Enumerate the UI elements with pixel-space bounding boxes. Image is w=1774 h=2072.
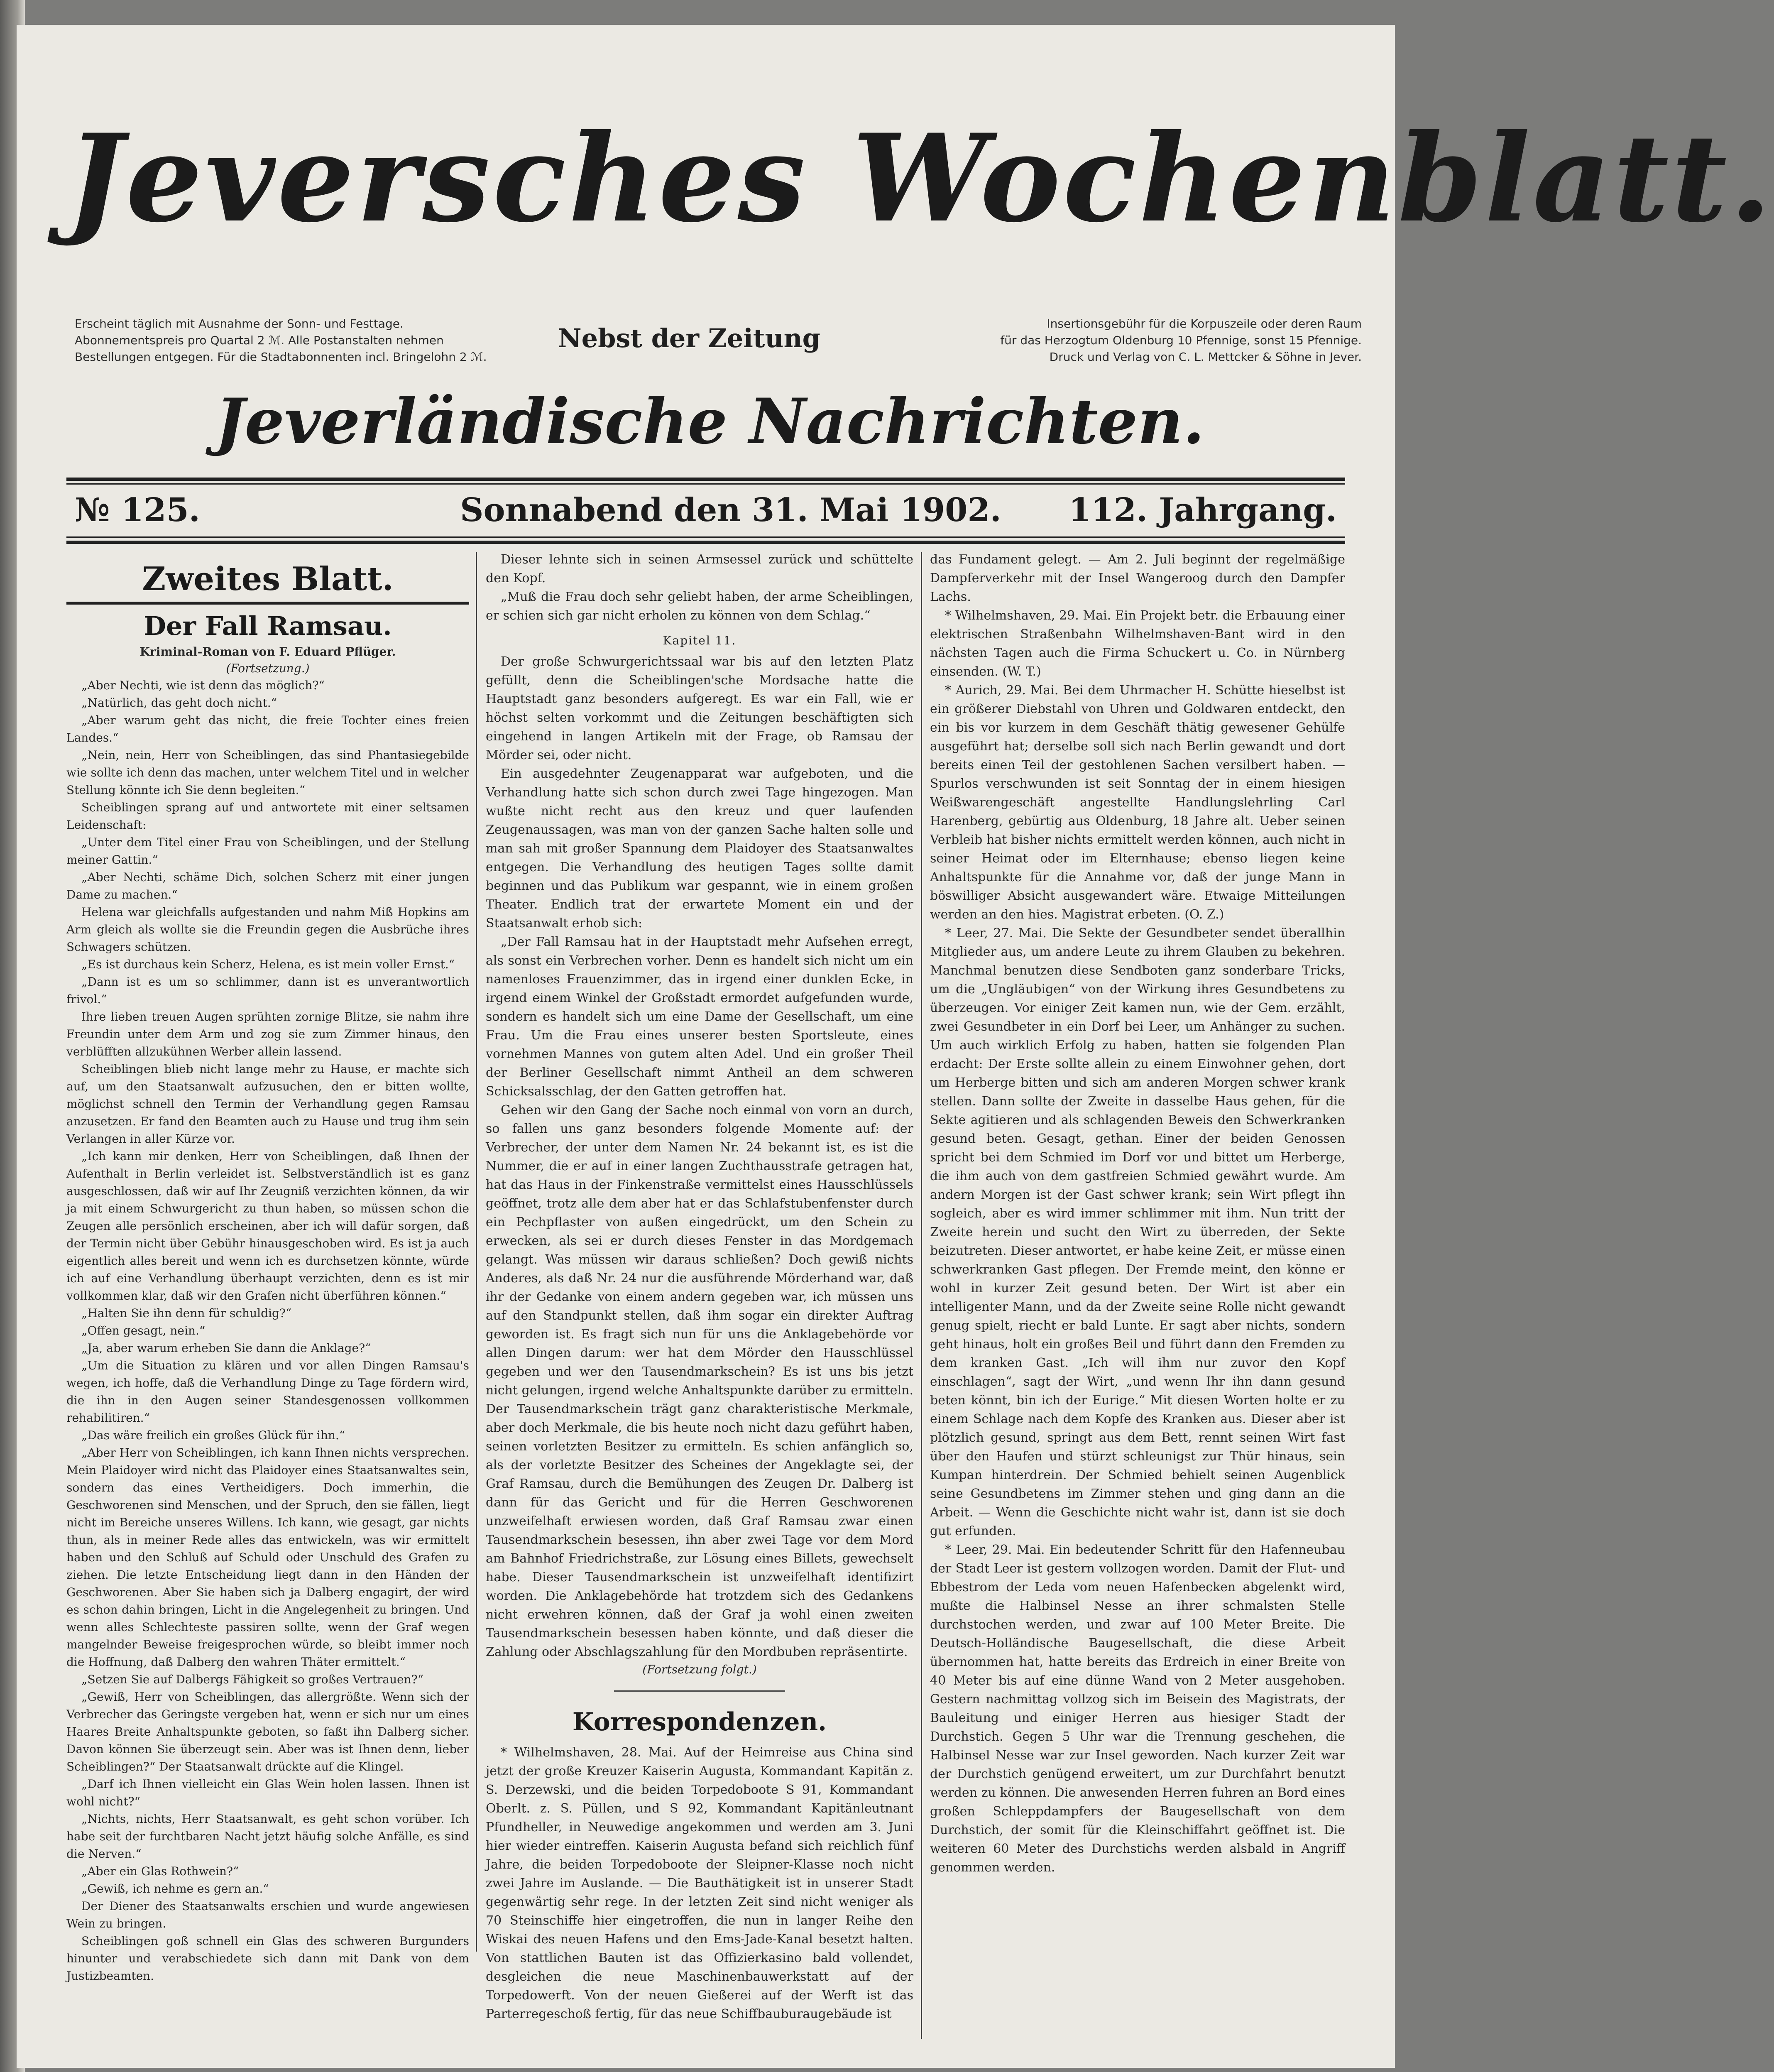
paragraph: „Setzen Sie auf Dalbergs Fähigkeit so großes Vertrauen?“ [81, 1673, 424, 1686]
paragraph: „Nein, nein, Herr von Scheiblingen, das sind Phantasiegebilde wie sollte ich denn das machen, unter welchem Titel und in welcher Stellung könnte ich Sie denn begleiten.“ [66, 748, 469, 797]
correspondence-heading: Korrespondenzen. [572, 1707, 827, 1736]
subscription-info [75, 316, 507, 365]
paragraph: „Nichts, nichts, Herr Staatsanwalt, es geht schon vorüber. Ich habe seit der furchtbaren Nacht jetzt häufig solche Anfälle, es sind die Nerven.“ [66, 1812, 469, 1861]
subscription-info-line: Erscheint täglich mit Ausnahme der Sonn- und Festtage. [75, 317, 404, 331]
column-divider [476, 552, 477, 1952]
paragraph: Ihre lieben treuen Augen sprühten zornige Blitze, sie nahm ihre Freundin unter dem Arm und zog sie zum Zimmer hinaus, den verblüfften allzukühnen Werber allein lassend. [66, 1010, 469, 1058]
paragraph: „Gewiß, Herr von Scheiblingen, das allergrößte. Wenn sich der Verbrecher das Geringste vergeben hat, wenn er sich nur um eines Haares Breite Anhaltspunkte geboten, so faßt ihn Dalberg sicher. Davon können Sie überzeugt sein. Aber was ist Ihnen denn, lieber Scheiblingen?“ Der Staatsanwalt drückte auf die Klingel. [66, 1690, 469, 1773]
section-rule [66, 602, 469, 605]
column-3 [930, 550, 1345, 1877]
paragraph: „Muß die Frau doch sehr geliebt haben, der arme Scheiblingen, er schien sich gar nicht erholen zu können von dem Schlag.“ [486, 590, 913, 623]
paragraph: „Offen gesagt, nein.“ [81, 1324, 206, 1337]
section-rule [614, 1690, 785, 1692]
paragraph: „Natürlich, das geht doch nicht.“ [81, 696, 277, 710]
column-2 [486, 550, 913, 2023]
advertising-info-line: für das Herzogtum Oldenburg 10 Pfennige, sonst 15 Pfennige. [1000, 333, 1362, 347]
paragraph: Scheiblingen goß schnell ein Glas des schweren Burgunders hinunter und verabschiedete sich dann mit Dank von dem Justizbeamten. [66, 1934, 469, 1983]
masthead-subtitle: Jeverländische Nachrichten. [215, 385, 1205, 458]
paragraph: Scheiblingen blieb nicht lange mehr zu Hause, er machte sich auf, um den Staatsanwalt aufzusuchen, den er bitten wollte, möglichst schnell den Termin der Verhandlung gegen Ramsau anzusetzen. Er fand den Beamten auch zu Hause und trug ihm sein Verlangen in aller Kürze vor. [66, 1062, 469, 1146]
paragraph: Der Diener des Staatsanwalts erschien und wurde angewiesen Wein zu bringen. [66, 1899, 469, 1930]
paragraph: „Aber Nechti, schäme Dich, solchen Scherz mit einer jungen Dame zu machen.“ [66, 870, 469, 901]
issue-date: Sonnabend den 31. Mai 1902. [460, 491, 1001, 529]
paragraph: Scheiblingen sprang auf und antwortete mit einer seltsamen Leidenschaft: [66, 801, 469, 832]
story-body-continued [486, 550, 913, 625]
paragraph: Helena war gleichfalls aufgestanden und nahm Miß Hopkins am Arm gleich als wollte sie die Freundin gegen die Ausbrüche ihres Schwagers schützen. [66, 905, 469, 954]
section-heading: Zweites Blatt. [142, 560, 394, 598]
paragraph: „Darf ich Ihnen vielleicht ein Glas Wein holen lassen. Ihnen ist wohl nicht?“ [66, 1777, 469, 1808]
newspaper-page [17, 25, 1774, 2068]
story-title: Der Fall Ramsau. [144, 611, 392, 641]
paragraph: „Es ist durchaus kein Scherz, Helena, es ist mein voller Ernst.“ [81, 958, 455, 971]
paragraph: „Unter dem Titel einer Frau von Scheiblingen, und der Stellung meiner Gattin.“ [66, 835, 469, 867]
masthead-title: Jeversches Wochenblatt. [66, 108, 1774, 249]
paragraph: „Gewiß, ich nehme es gern an.“ [81, 1882, 269, 1896]
dateline-rule [66, 541, 1345, 544]
paragraph: * Aurich, 29. Mai. Bei dem Uhrmacher H. Schütte hieselbst ist ein größerer Diebstahl von Uhren und Goldwaren entdeckt, den ein bis vor kurzem in dem Geschäft thätig gewesener Gehülfe ausgeführt hat; derselbe soll sich nach Berlin gewandt und dort bereits einen Teil der gestohlenen Sachen versilbert haben. — Spurlos verschwunden ist seit Sonntag der in einem hiesigen Weißwarengeschäft angestellte Handlungslehrling Carl Harenberg, gebürtig aus Oldenburg, 18 Jahre alt. Ueber seinen Verbleib hat bisher nichts ermittelt werden können, auch nicht in seiner Heimat oder im Elternhause; ebenso liegen keine Anhaltspunkte für die Annahme vor, daß der junge Mann in böswilliger Absicht ausgewandert wäre. Etwaige Mitteilungen werden an den hies. Magistrat erbeten. (O. Z.) [930, 683, 1345, 922]
paragraph: „Aber warum geht das nicht, die freie Tochter eines freien Landes.“ [66, 713, 469, 745]
paragraph: „Halten Sie ihn denn für schuldig?“ [81, 1306, 292, 1320]
dateline-rule [66, 536, 1345, 538]
paragraph: „Das wäre freilich ein großes Glück für ihn.“ [81, 1428, 345, 1442]
paragraph: * Wilhelmshaven, 28. Mai. Auf der Heimreise aus China sind jetzt der große Kreuzer Kaiserin Augusta, Kommandant Kapitän z. S. Derzewski, und die beiden Torpedoboote S 91, Kommandant Oberlt. z. S. Püllen, und S 92, Kommandant Kapitänleutnant Pfundheller, in Neuwedige angekommen und werden am 3. Juni hier wieder eintreffen. Kaiserin Augusta befand sich reichlich fünf Jahre, die beiden Torpedoboote der Sleipner-Klasse noch nicht zwei Jahre im Auslande. — Die Bauthätigkeit ist in unserer Stadt gegenwärtig sehr rege. In der letzten Zeit sind nicht weniger als 70 Steinschiffe hier eingetroffen, die nun in langer Reihe den Wiskai des neuen Hafens und den Ems-Jade-Kanal besetzt halten. Von stattlichen Bauten ist das Offizierkasino bald vollendet, desgleichen die neue Maschinenbauwerkstatt auf der Torpedowerft. Von der neuen Gießerei auf der Werft ist das Parterregeschoß fertig, für das neue Schiffbauburaugebäude ist [486, 1745, 913, 2021]
masthead-rule [66, 478, 1345, 481]
paragraph: Ein ausgedehnter Zeugenapparat war aufgeboten, und die Verhandlung hatte sich schon durch zwei Tage hingezogen. Man wußte nicht recht aus den kreuz und quer laufenden Zeugenaussagen, was man von der ganzen Sache halten solle und man sah mit großer Spannung dem Plaidoyer des Staatsanwaltes entgegen. Die Verhandlung des heutigen Tages sollte damit beginnen und das Publikum war gespannt, wie in einem großen Theater. Endlich trat der erwartete Moment ein und der Staatsanwalt erhob sich: [486, 767, 913, 931]
chapter-heading: Kapitel 11. [663, 634, 737, 647]
column-1 [66, 558, 469, 1985]
paragraph: „Dann ist es um so schlimmer, dann ist es unverantwortlich frivol.“ [66, 975, 469, 1006]
volume-year: 112. Jahrgang. [1069, 491, 1337, 529]
paragraph: „Ich kann mir denken, Herr von Scheiblingen, daß Ihnen der Aufenthalt in Berlin verleidet ist. Selbstverständlich ist es ganz ausgeschlossen, daß wir auf Ihr Zeugniß verzichten können, da wir ja mit einem Schwurgericht zu thun haben, so müssen schon die Zeugen alle persönlich erscheinen, aber ich will dafür sorgen, daß der Termin nicht über Gebühr hinausgeschoben wird. Es ist ja auch eigentlich alles bereit und wenn ich es durchsetzen könnte, würde ich auf eine Verhandlung überhaupt verzichten, denn es ist mir vollkommen klar, daß wir den Grafen nicht überführen können.“ [66, 1149, 469, 1303]
paragraph: * Leer, 27. Mai. Die Sekte der Gesundbeter sendet überallhin Mitglieder aus, um andere Leute zu ihrem Glauben zu bekehren. Manchmal benutzen diese Sendboten ganz sonderbare Tricks, um die „Ungläubigen“ von der Wirkung ihres Gesundbetens zu überzeugen. Vor einiger Zeit kamen nun, wie der Gem. erzählt, zwei Gesundbeter in ein Dorf bei Leer, um Anhänger zu suchen. Um auch wirklich Erfolg zu haben, hatten sie folgenden Plan erdacht: Der Erste sollte allein zu einem Einwohner gehen, dort um Herberge bitten und sich am anderen Morgen schwer krank stellen. Dann sollte der Zweite in dasselbe Haus gehen, für die Sekte agitieren und als schlagenden Beweis den Schwerkranken gesund beten. Gesagt, gethan. Einer der beiden Genossen spricht bei dem Schmied im Dorf vor und bittet um Herberge, die ihm auch von dem gastfreien Schmied gewährt wurde. Am andern Morgen ist der Gast schwer krank; sein Wirt pflegt ihn sogleich, aber es wird immer schlimmer mit ihm. Nun tritt der Zweite herein und sucht den Wirt zu überreden, der Sekte beizutreten. Dieser antwortet, er habe keine Zeit, er müsse einen schwerkranken Gast pflegen. Der Fremde meint, den könne er wohl in kurzer Zeit gesund beten. Der Wirt ist aber ein intelligenter Mann, und da der Zweite seine Rolle nicht gewandt genug spielt, riecht er bald Lunte. Er sagt aber nichts, sondern geht hinaus, holt ein großes Beil und führt dann den Fremden zu dem kranken Gast. „Ich will ihm nur zuvor den Kopf einschlagen“, sagt der Wirt, „und wenn Ihr ihn dann gesund beten könnt, bin ich der Eurige.“ Mit diesen Worten holte er zu einem Schlage nach dem Kopfe des Kranken aus. Dieser aber ist plötzlich gesund, springt aus dem Bett, rennt seinen Wirt fast über den Haufen und stürzt schleunigst zur Thür hinaus, sein Kumpan hinterdrein. Der Schmied behielt seinen Augenblick seine Gesundbetens im Zimmer stehen und ging dann an die Arbeit. — Wenn die Geschichte nicht wahr ist, dann ist sie doch gut erfunden. [930, 926, 1345, 1538]
to-be-continued-note: (Fortsetzung folgt.) [642, 1663, 757, 1676]
paragraph: „Der Fall Ramsau hat in der Hauptstadt mehr Aufsehen erregt, als sonst ein Verbrechen vorher. Denn es handelt sich nicht um ein namenloses Frauenzimmer, das in irgend einer dunklen Ecke, in irgend einem Winkel der Großstadt ermordet aufgefunden wurde, sondern es handelt sich um eine Dame der Gesellschaft, um eine Frau. Um die Frau eines unserer besten Sportsleute, eines vornehmen Mannes von gutem alten Adel. Und ein großer Theil der Berliner Gesellschaft nimmt Antheil an dem schweren Schicksalsschlag, der den Gatten getroffen hat. [486, 935, 913, 1099]
correspondence-body [486, 1743, 913, 2023]
story-byline: Kriminal-Roman von F. Eduard Pflüger. [139, 645, 396, 659]
correspondence-body [930, 550, 1345, 1877]
companion-paper-note: Nebst der Zeitung [558, 323, 821, 353]
issue-number: № 125. [75, 491, 200, 529]
story-body [486, 652, 913, 1661]
story-body [66, 677, 469, 1985]
continued-note: (Fortsetzung.) [226, 661, 310, 675]
paragraph: „Um die Situation zu klären und vor allen Dingen Ramsau's wegen, ich hoffe, daß die Verhandlung Dinge zu Tage fördern wird, die ihn in den Augen seiner Standesgenossen vollkommen rehabilitiren.“ [66, 1359, 469, 1425]
column-divider [921, 552, 922, 2039]
paragraph: Der große Schwurgerichtssaal war bis auf den letzten Platz gefüllt, denn die Scheiblingen'sche Mordsache hatte die Hauptstadt ganz besonders aufgeregt. Es war ein Fall, wie er höchst selten vorkommt und die Zeitungen beschäftigten sich eingehend in langen Artikeln mit der Frage, ob Ramsau der Mörder sei, oder nicht. [486, 654, 913, 762]
paragraph: „Ja, aber warum erheben Sie dann die Anklage?“ [81, 1341, 371, 1355]
paragraph: „Aber ein Glas Rothwein?“ [81, 1864, 239, 1878]
paragraph: das Fundament gelegt. — Am 2. Juli beginnt der regelmäßige Dampferverkehr mit der Insel Wangeroog durch den Dampfer Lachs. [930, 552, 1345, 604]
paragraph: * Leer, 29. Mai. Ein bedeutender Schritt für den Hafenneubau der Stadt Leer ist gestern vollzogen worden. Damit der Flut- und Ebbestrom der Leda vom neuen Hafenbecken abgelenkt wird, mußte die Halbinsel Nesse an ihrer schmalsten Stelle durchstochen werden, und zwar auf 100 Meter Breite. Die Deutsch-Holländische Baugesellschaft, die diese Arbeit übernommen hat, hatte bereits das Erdreich in einer Breite von 40 Meter bis auf eine dünne Wand von 2 Meter ausgehoben. Gestern nachmittag vollzog sich im Beisein des Magistrats, der Bauleitung und einiger Herren aus hiesiger Stadt der Durchstich. Gegen 5 Uhr war die Trennung geschehen, die Halbinsel Nesse war zur Insel geworden. Nach kurzer Zeit war der Durchstich genügend erweitert, um zur Durchfahrt benutzt werden zu können. Die anwesenden Herren fuhren an Bord eines großen Schleppdampfers der Baugesellschaft von dem Durchstich, der somit für die Kleinschiffahrt geöffnet ist. Die weiteren 60 Meter des Durchstichs werden alsbald in Angriff genommen werden. [930, 1543, 1345, 1875]
advertising-info-line: Insertionsgebühr für die Korpuszeile oder deren Raum [1047, 317, 1362, 331]
paragraph: „Aber Herr von Scheiblingen, ich kann Ihnen nichts versprechen. Mein Plaidoyer wird nicht das Plaidoyer eines Staatsanwaltes sein, sondern das eines Vertheidigers. Doch immerhin, die Geschworenen sind Menschen, und der Spruch, den sie fällen, liegt nicht im Bereiche unseres Willens. Ich kann, wie gesagt, gar nichts thun, als in meiner Rede alles das entwickeln, was wir ermittelt haben und den Schluß auf Schuld oder Unschuld des Grafen zu ziehen. Die letzte Entscheidung liegt dann in den Händen der Geschworenen. Aber Sie haben sich ja Dalberg engagirt, der wird es schon dahin bringen, Licht in die Angelegenheit zu bringen. Und wenn alles Schlechteste passiren sollte, wenn der Graf wegen mangelnder Beweise freigesprochen würde, so bleibt immer noch die Hoffnung, daß Dalberg den wahren Thäter ermittelt.“ [66, 1446, 469, 1669]
paragraph: „Aber Nechti, wie ist denn das möglich?“ [81, 678, 325, 692]
paragraph: Dieser lehnte sich in seinen Armsessel zurück und schüttelte den Kopf. [486, 552, 913, 585]
paragraph: * Wilhelmshaven, 29. Mai. Ein Projekt betr. die Erbauung einer elektrischen Straßenbahn Wilhelmshaven-Bant wird in den nächsten Tagen auch die Firma Schuckert u. Co. in Nürnberg einsenden. (W. T.) [930, 608, 1345, 679]
subscription-info-line: Bestellungen entgegen. Für die Stadtabonnenten incl. Bringelohn 2 ℳ. [75, 350, 487, 364]
masthead-rule [66, 483, 1345, 485]
advertising-info-line: Druck und Verlag von C. L. Mettcker & Söhne in Jever. [1049, 350, 1362, 364]
paragraph: Gehen wir den Gang der Sache noch einmal von vorn an durch, so fallen uns ganz besonders folgende Momente auf: der Verbrecher, der unter dem Namen Nr. 24 bekannt ist, es ist die Nummer, die er auf in einer langen Zuchthausstrafe getragen hat, hat das Haus in der Finkenstraße vermittelst eines Hausschlüssels geöffnet, trotz alle dem aber hat er das Schlafstubenfenster durch ein Pechpflaster von außen eingedrückt, um den Schein zu erwecken, als sei er durch dieses Fenster in das Mordgemach gelangt. Was müssen wir daraus schließen? Doch gewiß nichts Anderes, als daß Nr. 24 nur die ausführende Mörderhand war, daß ihr der Gedanke von einem andern gegeben war, ich müssen uns auf den Standpunkt stellen, daß ihm sogar ein direkter Auftrag geworden ist. Es fragt sich nun für uns die Anklagebehörde vor allen Dingen darum: wer hat dem Mörder den Hausschlüssel gegeben und wer den Tausendmarkschein? Es ist uns bis jetzt nicht gelungen, irgend welche Anhaltspunkte darüber zu ermitteln. Der Tausendmarkschein trägt ganz charakteristische Merkmale, aber doch Merkmale, die bis heute noch nicht dazu geführt haben, seinen vorletzten Besitzer zu ermitteln. Es schien anfänglich so, als der vorletzte Besitzer des Scheines der Angeklagte sei, der Graf Ramsau, durch die Bemühungen des Zeugen Dr. Dalberg ist dann für das Gericht und für die Herren Geschworenen unzweifelhaft erwiesen worden, daß Graf Ramsau zwar einen Tausendmarkschein besessen, ihn aber zwei Tage vor dem Mord am Bahnhof Friedrichstraße, zur Lösung eines Billets, gewechselt habe. Dieser Tausendmarkschein ist unzweifelhaft identifizirt worden. Die Anklagebehörde hat trotzdem sich des Gedankens nicht erwehren können, daß der Graf ja wohl einen zweiten Tausendmarkschein besessen haben könnte, und daß dieser die Zahlung oder Abschlagszahlung für den Mordbuben repräsentirte. [486, 1103, 913, 1659]
subscription-info-line: Abonnementspreis pro Quartal 2 ℳ. Alle Postanstalten nehmen [75, 333, 444, 347]
advertising-info [864, 316, 1362, 365]
